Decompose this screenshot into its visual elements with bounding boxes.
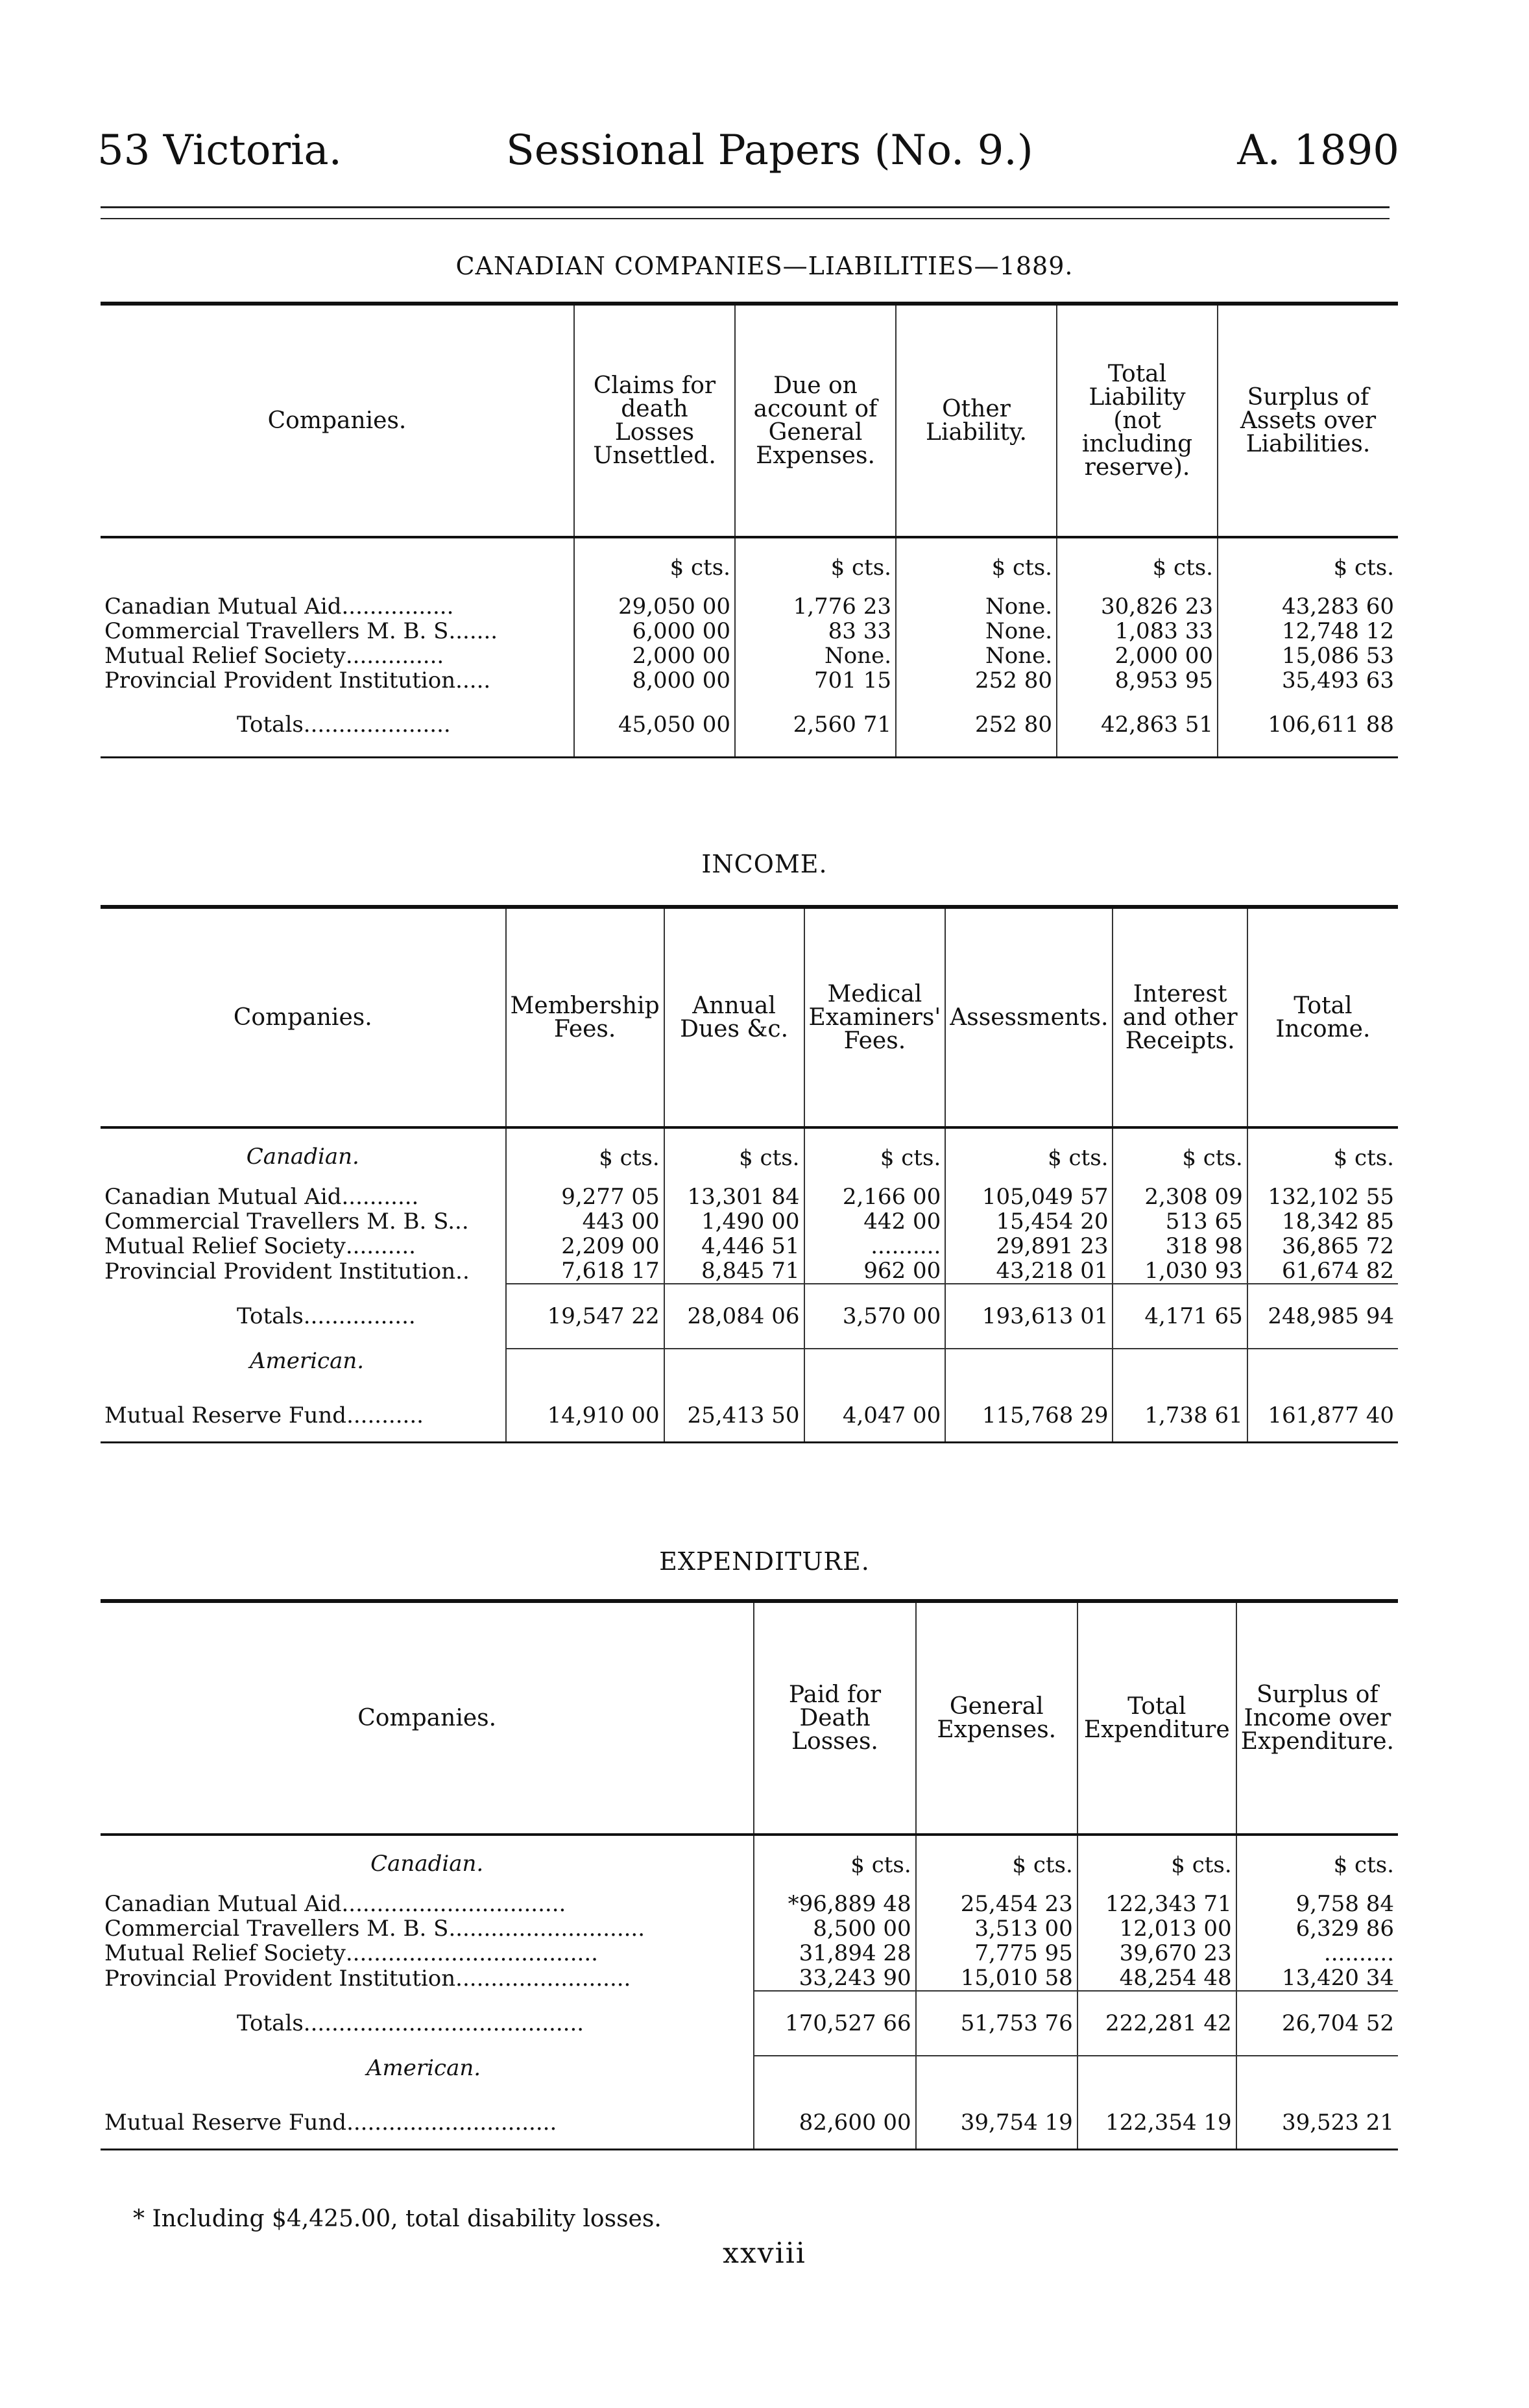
unit-label: $ cts. <box>1236 1835 1398 1892</box>
unit-label: $ cts. <box>1057 537 1218 594</box>
cell: 1,776 23 <box>735 594 896 619</box>
cell: 2,166 00 <box>804 1185 946 1209</box>
col-header: Due on account of General Expenses. <box>735 304 896 537</box>
cell: 4,446 51 <box>664 1234 804 1258</box>
income-table <box>101 905 1398 1443</box>
income-header-row <box>101 907 1398 1127</box>
cell: 29,891 23 <box>945 1234 1113 1258</box>
table-row <box>101 594 1398 619</box>
cell: None. <box>735 644 896 668</box>
cell: 9,758 84 <box>1236 1892 1398 1916</box>
cell: 29,050 00 <box>574 594 735 619</box>
section-row <box>101 2056 1398 2097</box>
table-row <box>101 1916 1398 1941</box>
cell: 1,083 33 <box>1057 619 1218 644</box>
cell: 43,283 60 <box>1218 594 1398 619</box>
row-label: Mutual Relief Society.................................... <box>104 1940 598 1966</box>
cell: 106,611 88 <box>1218 693 1398 758</box>
header-rule <box>101 206 1390 208</box>
cell: 13,301 84 <box>664 1185 804 1209</box>
header-left: 53 Victoria. <box>97 126 342 175</box>
expenditure-header-row <box>101 1601 1398 1835</box>
header-right: A. 1890 <box>1237 126 1399 175</box>
row-label: Mutual Reserve Fund.............................. <box>101 2097 754 2149</box>
col-header: Membership Fees. <box>506 907 664 1127</box>
row-label: Provincial Provident Institution......................... <box>104 1965 631 1992</box>
cell: .......... <box>804 1234 946 1258</box>
unit-label: $ cts. <box>804 1127 946 1185</box>
running-header <box>97 126 1399 185</box>
header-center: Sessional Papers (No. 9.) <box>506 126 1033 175</box>
section-label-canadian: Canadian. <box>246 1144 359 1170</box>
table-row <box>101 668 1398 693</box>
cell: 8,500 00 <box>754 1916 915 1941</box>
cell: 31,894 28 <box>754 1941 915 1966</box>
cell: 1,030 93 <box>1113 1258 1247 1284</box>
table-row <box>101 1258 1398 1284</box>
row-label: Canadian Mutual Aid................................ <box>104 1891 566 1917</box>
unit-label: $ cts. <box>664 1127 804 1185</box>
totals-row <box>101 1991 1398 2056</box>
cell: 13,420 34 <box>1236 1966 1398 1991</box>
cell: None. <box>896 644 1057 668</box>
cell: 42,863 51 <box>1057 693 1218 758</box>
cell: 4,171 65 <box>1113 1284 1247 1349</box>
cell: 8,000 00 <box>574 668 735 693</box>
table-row <box>101 1234 1398 1258</box>
row-label: Mutual Relief Society.......... <box>104 1233 416 1259</box>
unit-label: $ cts. <box>506 1127 664 1185</box>
page-number: xxviii <box>723 2237 806 2270</box>
row-label: Commercial Travellers M. B. S....... <box>104 618 498 644</box>
cell: 7,775 95 <box>916 1941 1078 1966</box>
cell: 2,000 00 <box>574 644 735 668</box>
unit-label: $ cts. <box>896 537 1057 594</box>
cell: 2,560 71 <box>735 693 896 758</box>
cell: 25,413 50 <box>664 1390 804 1442</box>
cell: 6,329 86 <box>1236 1916 1398 1941</box>
liabilities-title: CANADIAN COMPANIES—LIABILITIES—1889. <box>455 252 1074 280</box>
unit-label: $ cts. <box>916 1835 1078 1892</box>
unit-label: $ cts. <box>945 1127 1113 1185</box>
cell: 2,209 00 <box>506 1234 664 1258</box>
cell: 14,910 00 <box>506 1390 664 1442</box>
cell: 3,513 00 <box>916 1916 1078 1941</box>
cell: 36,865 72 <box>1247 1234 1398 1258</box>
table-row <box>101 1941 1398 1966</box>
cell: None. <box>896 594 1057 619</box>
unit-label: $ cts. <box>1218 537 1398 594</box>
col-header: General Expenses. <box>916 1601 1078 1835</box>
col-header: Paid for Death Losses. <box>754 1601 915 1835</box>
cell: 161,877 40 <box>1247 1390 1398 1442</box>
cell: 43,218 01 <box>945 1258 1113 1284</box>
cell: 7,618 17 <box>506 1258 664 1284</box>
cell: 2,000 00 <box>1057 644 1218 668</box>
cell: 33,243 90 <box>754 1966 915 1991</box>
cell: 1,490 00 <box>664 1209 804 1234</box>
cell: 61,674 82 <box>1247 1258 1398 1284</box>
cell: 318 98 <box>1113 1234 1247 1258</box>
cell: 45,050 00 <box>574 693 735 758</box>
cell: 19,547 22 <box>506 1284 664 1349</box>
unit-label: $ cts. <box>1078 1835 1236 1892</box>
col-header: Companies. <box>101 907 506 1127</box>
section-row <box>101 1349 1398 1390</box>
cell: 115,768 29 <box>945 1390 1113 1442</box>
cell: 12,013 00 <box>1078 1916 1236 1941</box>
row-label: Commercial Travellers M. B. S............................ <box>104 1916 645 1942</box>
cell: 18,342 85 <box>1247 1209 1398 1234</box>
cell: 48,254 48 <box>1078 1966 1236 1991</box>
cell: 15,010 58 <box>916 1966 1078 1991</box>
cell: 701 15 <box>735 668 896 693</box>
col-header: Other Liability. <box>896 304 1057 537</box>
col-header: Companies. <box>101 304 574 537</box>
cell: 513 65 <box>1113 1209 1247 1234</box>
cell: 35,493 63 <box>1218 668 1398 693</box>
cell: 83 33 <box>735 619 896 644</box>
table-row <box>101 2097 1398 2149</box>
cell: 9,277 05 <box>506 1185 664 1209</box>
cell: 4,047 00 <box>804 1390 946 1442</box>
row-label: Canadian Mutual Aid........... <box>104 1184 419 1210</box>
row-label: Totals................ <box>237 1303 416 1329</box>
cell: 30,826 23 <box>1057 594 1218 619</box>
cell: 28,084 06 <box>664 1284 804 1349</box>
cell: 222,281 42 <box>1078 1991 1236 2056</box>
cell: 1,738 61 <box>1113 1390 1247 1442</box>
cell: 105,049 57 <box>945 1185 1113 1209</box>
cell: 25,454 23 <box>916 1892 1078 1916</box>
row-label: Provincial Provident Institution.. <box>104 1258 470 1284</box>
section-label-canadian: Canadian. <box>370 1851 484 1877</box>
cell: 252 80 <box>896 668 1057 693</box>
col-header: Surplus of Assets over Liabilities. <box>1218 304 1398 537</box>
table-row <box>101 1390 1398 1442</box>
cell: 3,570 00 <box>804 1284 946 1349</box>
unit-label: $ cts. <box>574 537 735 594</box>
cell: 26,704 52 <box>1236 1991 1398 2056</box>
cell: 15,086 53 <box>1218 644 1398 668</box>
totals-row <box>101 693 1398 758</box>
row-label: Mutual Reserve Fund........... <box>101 1390 506 1442</box>
col-header: Annual Dues &c. <box>664 907 804 1127</box>
cell: None. <box>896 619 1057 644</box>
unit-label: $ cts. <box>754 1835 915 1892</box>
expenditure-title: EXPENDITURE. <box>659 1547 870 1576</box>
totals-row <box>101 1284 1398 1349</box>
cell: 193,613 01 <box>945 1284 1113 1349</box>
table-row <box>101 644 1398 668</box>
col-header: Total Liability (not including reserve). <box>1057 304 1218 537</box>
row-label: Commercial Travellers M. B. S... <box>104 1209 469 1234</box>
expenditure-table <box>101 1599 1398 2150</box>
cell: 962 00 <box>804 1258 946 1284</box>
row-label: Mutual Relief Society.............. <box>104 643 444 669</box>
cell: 8,953 95 <box>1057 668 1218 693</box>
cell: 122,354 19 <box>1078 2097 1236 2149</box>
cell: 51,753 76 <box>916 1991 1078 2056</box>
table-row <box>101 1966 1398 1991</box>
cell: 248,985 94 <box>1247 1284 1398 1349</box>
cell: 39,754 19 <box>916 2097 1078 2149</box>
table-row <box>101 1209 1398 1234</box>
row-label: Provincial Provident Institution..... <box>104 668 491 693</box>
cell: *96,889 48 <box>754 1892 915 1916</box>
cell: 6,000 00 <box>574 619 735 644</box>
unit-label: $ cts. <box>1247 1127 1398 1185</box>
col-header: Medical Examiners' Fees. <box>804 907 946 1127</box>
col-header: Assessments. <box>945 907 1113 1127</box>
liabilities-header-row <box>101 304 1398 537</box>
cell: .......... <box>1236 1941 1398 1966</box>
row-label: Totals..................... <box>101 693 574 758</box>
table-row <box>101 1892 1398 1916</box>
col-header: Interest and other Receipts. <box>1113 907 1247 1127</box>
cell: 2,308 09 <box>1113 1185 1247 1209</box>
section-label-american: American. <box>250 1348 365 1374</box>
cell: 39,523 21 <box>1236 2097 1398 2149</box>
header-rule-2 <box>101 218 1390 219</box>
units-row <box>101 1835 1398 1892</box>
row-label: Canadian Mutual Aid................ <box>104 594 454 620</box>
liabilities-table <box>101 302 1398 758</box>
cell: 252 80 <box>896 693 1057 758</box>
col-header: Companies. <box>101 1601 754 1835</box>
cell: 39,670 23 <box>1078 1941 1236 1966</box>
cell: 170,527 66 <box>754 1991 915 2056</box>
cell: 12,748 12 <box>1218 619 1398 644</box>
col-header: Surplus of Income over Expenditure. <box>1236 1601 1398 1835</box>
unit-label: $ cts. <box>735 537 896 594</box>
cell: 122,343 71 <box>1078 1892 1236 1916</box>
cell: 15,454 20 <box>945 1209 1113 1234</box>
cell: 443 00 <box>506 1209 664 1234</box>
units-row <box>101 537 1398 594</box>
row-label: Totals........................................ <box>237 2010 584 2036</box>
income-title: INCOME. <box>701 850 828 878</box>
section-label-american: American. <box>367 2055 481 2081</box>
unit-label: $ cts. <box>1113 1127 1247 1185</box>
cell: 442 00 <box>804 1209 946 1234</box>
footnote: * Including $4,425.00, total disability losses. <box>133 2206 662 2232</box>
cell: 82,600 00 <box>754 2097 915 2149</box>
cell: 8,845 71 <box>664 1258 804 1284</box>
col-header: Claims for death Losses Unsettled. <box>574 304 735 537</box>
col-header: Total Expenditure <box>1078 1601 1236 1835</box>
cell: 132,102 55 <box>1247 1185 1398 1209</box>
table-row <box>101 619 1398 644</box>
col-header: Total Income. <box>1247 907 1398 1127</box>
units-row <box>101 1127 1398 1185</box>
table-row <box>101 1185 1398 1209</box>
